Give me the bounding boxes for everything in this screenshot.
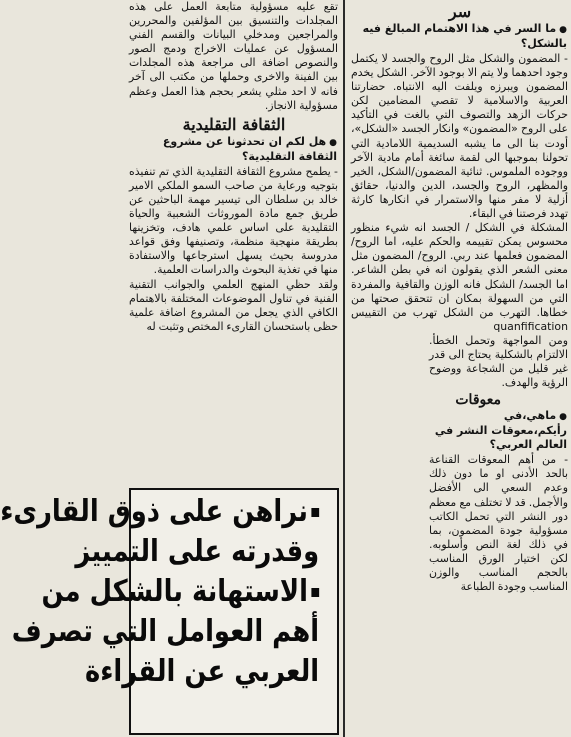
right-column bbox=[349, 0, 571, 737]
square-bullet-icon bbox=[311, 508, 319, 517]
section-title-secret: سر bbox=[448, 2, 472, 21]
pull-quote-line-text: الاستهانة بالشكل من bbox=[41, 574, 308, 609]
answer-1-paragraph-2 bbox=[349, 221, 571, 334]
pull-quote-line bbox=[0, 492, 319, 532]
question-bullet-icon: ● bbox=[559, 25, 567, 35]
left-top-paragraph: تقع عليه مسؤولية متابعة العمل على هذه المجلدات والتنسيق بين المؤلفين والمحررين والمراجعين ومدخلي البيانات والقسم الفني المسؤول عن عمليات الاخراج ودمج الصور والنصوص اضافة الى مراجعة هذه المجلدات بين الفينة والاخرى وحملها من مكتب الى آخر فانه لا احد مثلي يشعر بحجم هذا العمل وعظم مسؤولية الانجاز. bbox=[129, 0, 338, 112]
question-bullet-icon: ● bbox=[559, 412, 567, 423]
answer-1-paragraph-2-text: المشكلة في الشكل / الجسد انه شيء منظور محسوس يمكن تقييمه والحكم عليه، اما الروح/ المضمون فعلمها عند ربي. الروح/ المضمون مثل معنى الشعر الذي يقولون انه في بطن الشاعر. اما الجسد/ الشكل فانه الوزن والقافية والمفردة التي من السهولة بمكان ان تتحقق صحتها من خطاها. التهرب من الشكل تهرب من التقييس bbox=[351, 221, 568, 319]
question-3-text: هل لكم ان تحدثونا عن مشروع الثقافة التقليدية؟ bbox=[162, 134, 337, 163]
answer-1-paragraph: - المضمون والشكل مثل الروح والجسد لا يكتمل وجود احدهما ولا يتم الا بوجود الآخر. الشكل يخدم المضمون ويبرزه ويلفت اليه الانتباه. حضارتنا العربية والاسلامية لا تقصي المضامين لكن حركات الزهد والتصوف التي بالغت في التأكيد على الروح «المضمون» وانكار الجسد «الشكل»، أودت بنا الى ما يشبه السديمية اللامادية التي تحولنا بموجبها الى لقمة سائغة أمام مادية الآخر ووجوده الملموس. ثنائية المضمون/الشكل، الخير والمظهر، الروح والجسد، الدين والدنيا، حقائق أزلية لا مفر منها والاستمرار في انكارها كارثة تهدد فرصتنا في البقاء. bbox=[351, 52, 568, 221]
answer-3-paragraph-2: ولقد حظي المنهج العلمي والجوانب التقنية الفنية في تناول الموضوعات المختلفة بالاهتمام الكافي الذي يجعل من المشروع اضافة علمية حظى باستحسان القارىء المختص وتثبت له bbox=[129, 277, 338, 333]
question-1 bbox=[349, 22, 571, 51]
answer-2-paragraph: - من أهم المعوقات القناعة بالحد الأدنى او ما دون ذلك وعدم السعي الى الأفضل والأجمل. قد لا تختلف مع معظم دور النشر التي تحمل الكاتب مسؤولية جودة المضمون، بما في ذلك لغة النص وأسلوبه. لكن اختيار الورق المناسب بالحجم المناسب والوزن المناسب وجودة الطباعة bbox=[429, 453, 568, 594]
pull-quote-line-text: نراهن على ذوق القارىء bbox=[0, 494, 308, 529]
pull-quote-line: وقدرته على التمييز bbox=[75, 534, 320, 569]
square-bullet-icon bbox=[311, 588, 319, 597]
english-term: quanfification bbox=[493, 319, 568, 333]
left-column bbox=[127, 0, 341, 482]
pull-quote-line bbox=[41, 572, 319, 612]
pull-quote-line: أهم العوامل التي تصرف bbox=[11, 614, 320, 649]
question-2 bbox=[349, 409, 571, 452]
answer-3-paragraph: - يطمح مشروع الثقافة التقليدية الذي تم تنفيذه بتوجيه ورعاية من صاحب السمو الملكي الامير خالد بن سلطان الى تيسير مهمة الباحثين عن طريق جمع مادة الموروثات الشعبية والحياة التقليدية على اساس علمي هادف، وتخزينها بطريقة منهجية منظمة، وتصنيفها وفق قواعد مدروسة بحيث يسهل استرجاعها والاستفادة منها في تغذية البحوث والدراسات العلمية. bbox=[129, 164, 338, 277]
question-bullet-icon: ● bbox=[329, 137, 337, 148]
question-1-text: ما السر في هذا الاهتمام المبالغ فيه بالشكل؟ bbox=[362, 22, 567, 50]
question-3 bbox=[127, 135, 341, 164]
pull-quote-box bbox=[0, 488, 339, 735]
section-title-traditional-culture: الثقافة التقليدية bbox=[182, 114, 286, 134]
answer-1-paragraph-3: ومن المواجهة وتحمل الخطأ. الالتزام بالشكلية يحتاج الى قدر غير قليل من الشجاعة ووضوح الرؤية والهدف. bbox=[429, 333, 568, 390]
question-2-text: ماهي،في رأيكم،معوقات النشر في العالم العربي؟ bbox=[434, 409, 567, 452]
column-divider bbox=[343, 0, 345, 737]
section-title-obstacles: معوقات bbox=[455, 392, 501, 409]
pull-quote-line: العربي عن القراءة bbox=[84, 654, 320, 689]
